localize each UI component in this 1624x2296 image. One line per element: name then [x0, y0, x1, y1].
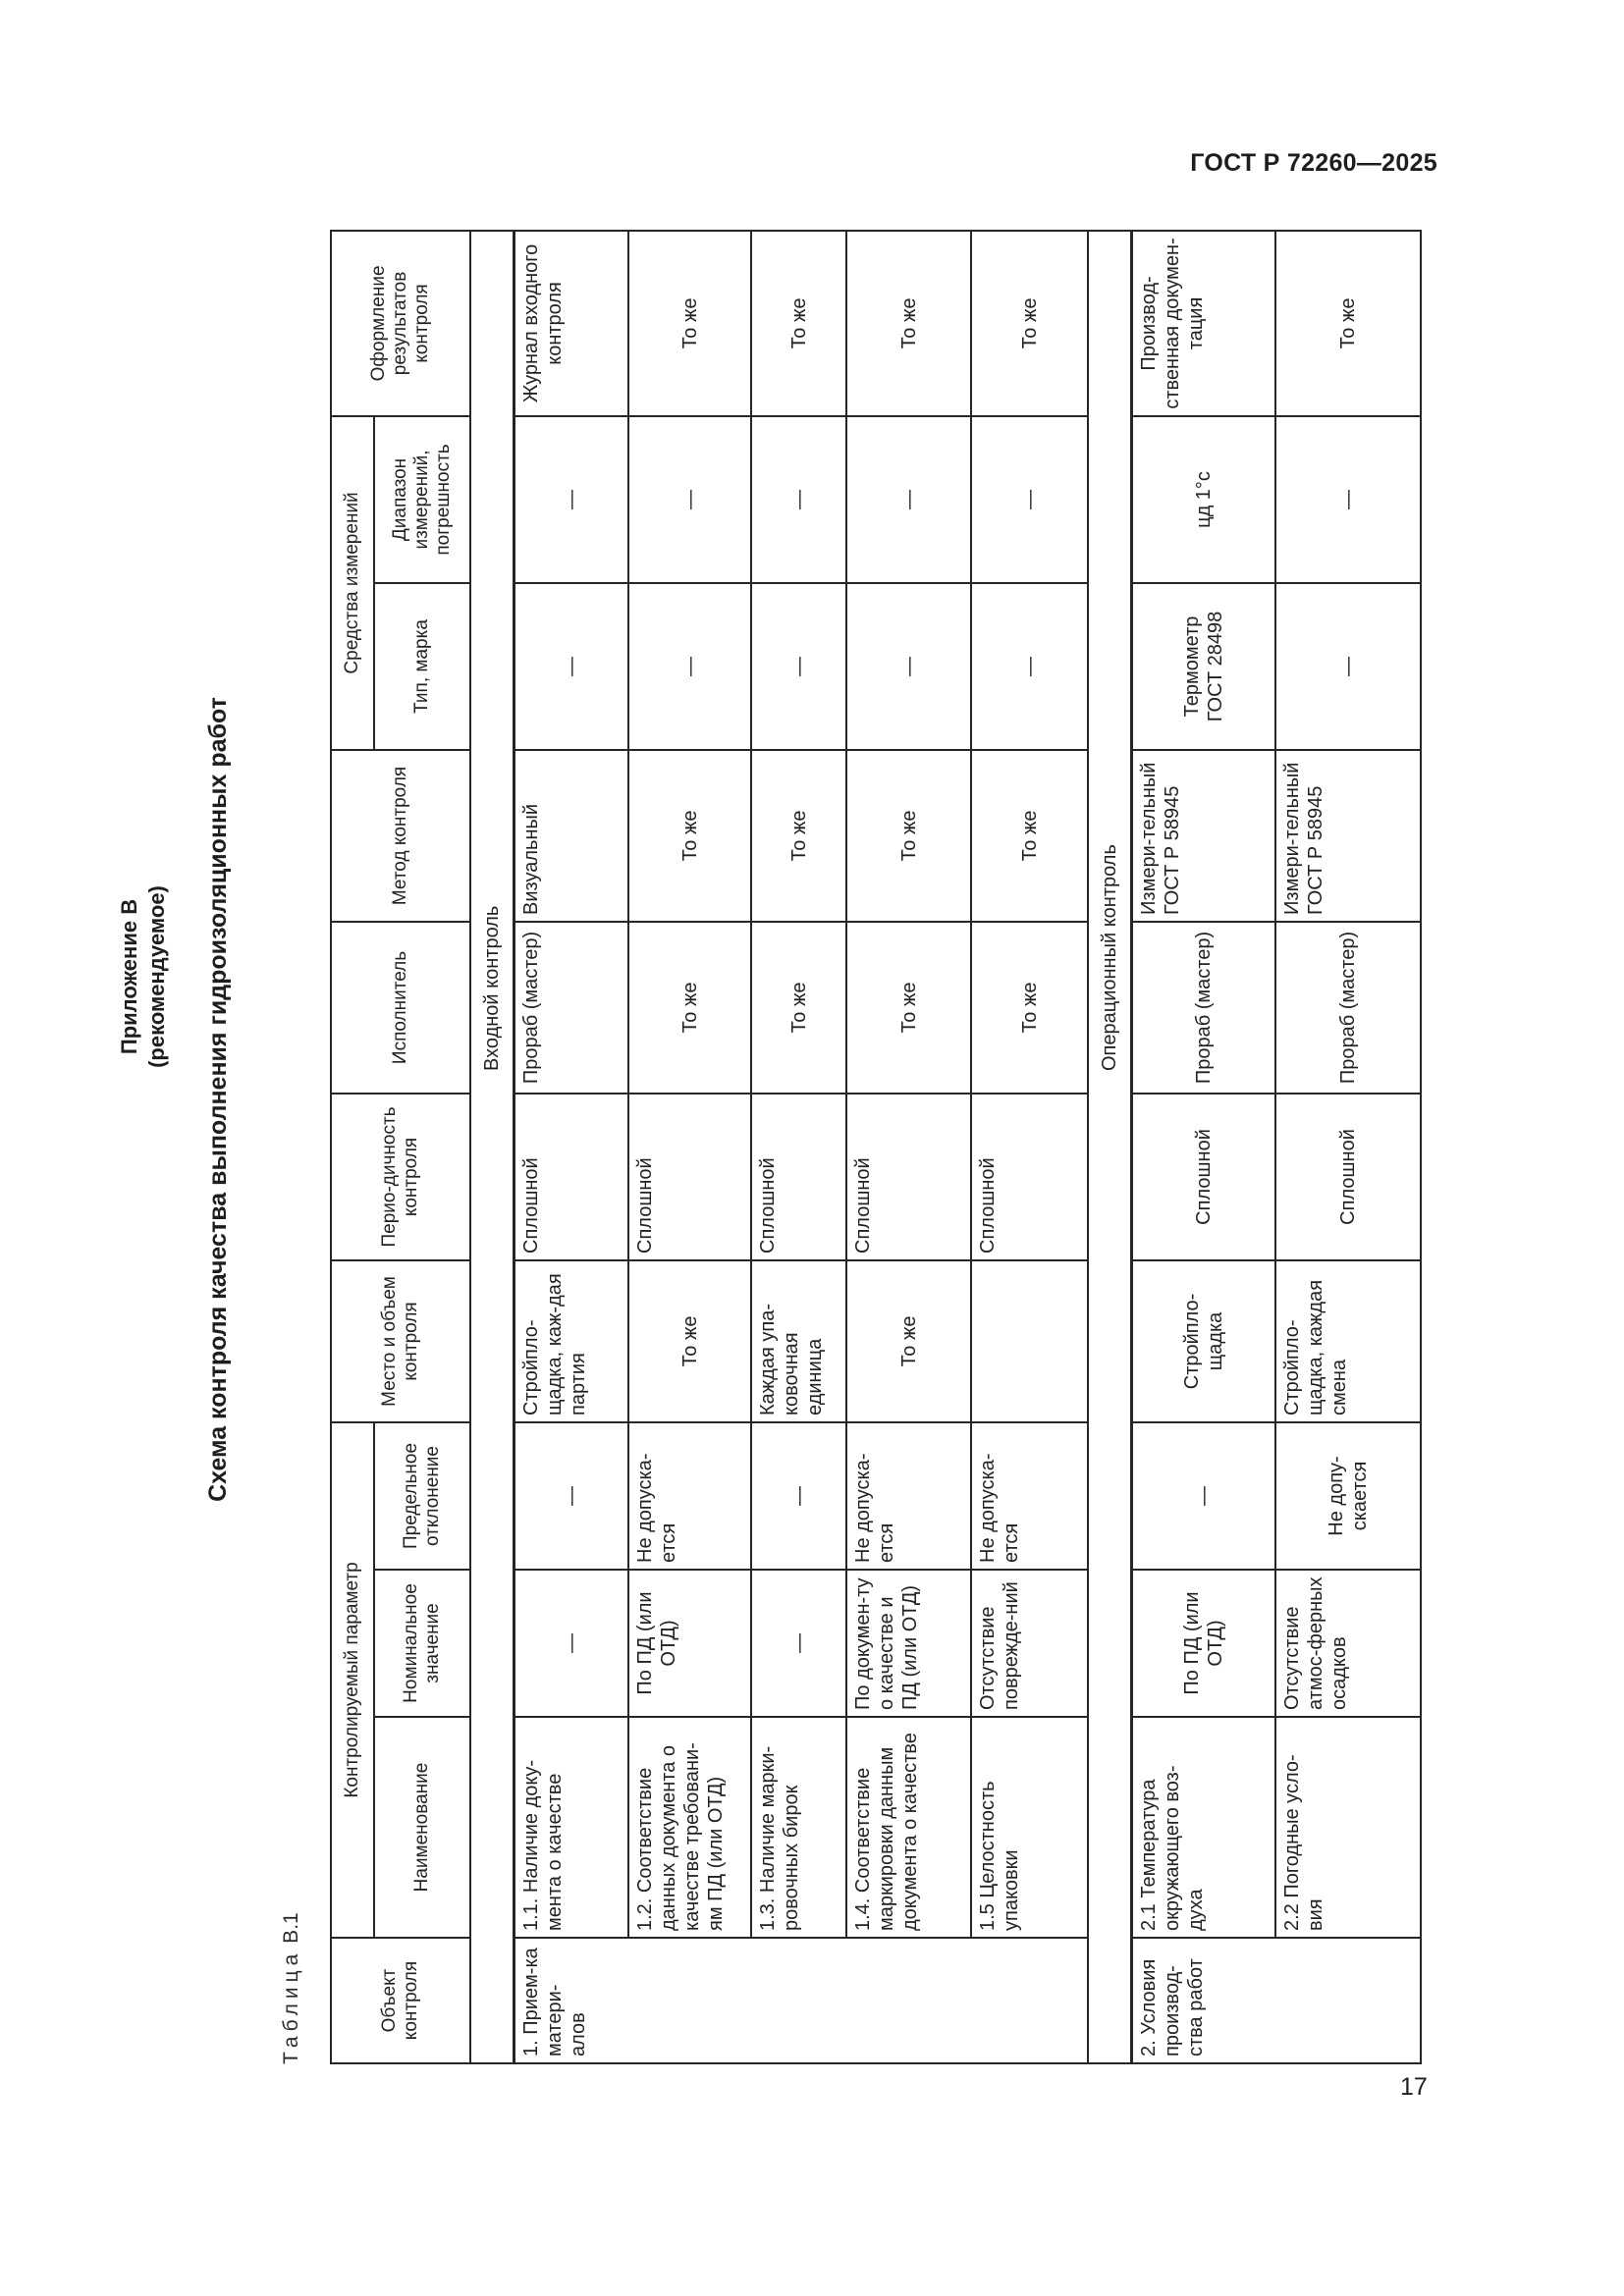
- results-cell: То же: [971, 231, 1087, 416]
- appendix-title: Приложение В: [117, 898, 141, 1055]
- place-cell: То же: [846, 1260, 971, 1422]
- place-cell: То же: [628, 1260, 751, 1422]
- type-cell: Термометр ГОСТ 28498: [1132, 583, 1275, 750]
- range-cell: —: [971, 416, 1087, 583]
- name-cell: 1.4. Соответствие маркировки данным документа о качестве: [846, 1717, 971, 1938]
- periodicity-cell: Сплошной: [846, 1094, 971, 1260]
- executor-cell: Прораб (мастер): [1275, 922, 1421, 1094]
- range-cell: —: [628, 416, 751, 583]
- place-cell: [971, 1260, 1087, 1422]
- name-cell: 1.5 Целостность упаковки: [971, 1717, 1087, 1938]
- results-cell: Производ-ственная докумен-тация: [1132, 231, 1275, 416]
- method-cell: То же: [628, 750, 751, 922]
- appendix-status: (рекомендуемое): [144, 885, 169, 1068]
- object-cell: 1. Прием-ка матери-алов: [514, 1938, 1088, 2063]
- deviation-cell: —: [514, 1422, 628, 1570]
- table-caption: [280, 1912, 303, 2064]
- table-caption-word: Таблица: [280, 1949, 302, 2064]
- periodicity-cell: Сплошной: [1132, 1094, 1275, 1260]
- nominal-cell: По докумен-ту о качестве и ПД (или ОТД): [846, 1570, 971, 1717]
- range-cell: —: [514, 416, 628, 583]
- method-cell: То же: [971, 750, 1087, 922]
- name-cell: 1.2. Соответствие данных документа о качестве требовани-ям ПД (или ОТД): [628, 1717, 751, 1938]
- type-cell: —: [628, 583, 751, 750]
- quality-control-table-container: [330, 232, 1422, 2064]
- method-cell: Измери-тельный ГОСТ Р 58945: [1132, 750, 1275, 922]
- place-cell: Стройпло-щадка, каждая смена: [1275, 1260, 1421, 1422]
- periodicity-cell: Сплошной: [1275, 1094, 1421, 1260]
- results-cell: То же: [628, 231, 751, 416]
- nominal-cell: По ПД (или ОТД): [1132, 1570, 1275, 1717]
- table-row: [1275, 231, 1421, 2063]
- range-cell: —: [751, 416, 846, 583]
- method-cell: То же: [751, 750, 846, 922]
- col-param-group: Контролируемый параметр: [331, 1422, 374, 1938]
- nominal-cell: —: [751, 1570, 846, 1717]
- range-cell: цд 1°с: [1132, 416, 1275, 583]
- deviation-cell: Не допуска-ется: [846, 1422, 971, 1570]
- nominal-cell: Отсутствие атмос-ферных осадков: [1275, 1570, 1421, 1717]
- col-name: Наименование: [374, 1717, 470, 1938]
- method-cell: То же: [846, 750, 971, 922]
- place-cell: Стройпло-щадка, каж-дая партия: [514, 1260, 628, 1422]
- results-cell: Журнал входного контроля: [514, 231, 628, 416]
- section-band-operational: [1088, 231, 1132, 2063]
- range-cell: —: [846, 416, 971, 583]
- page-number: 17: [1400, 2073, 1428, 2101]
- name-cell: 1.1. Наличие доку-мента о качестве: [514, 1717, 628, 1938]
- col-place: Место и объем контроля: [331, 1260, 470, 1422]
- method-cell: Визуальный: [514, 750, 628, 922]
- col-nominal: Номинальное значение: [374, 1570, 470, 1717]
- section-label: Операционный контроль: [1099, 844, 1121, 1071]
- col-means-group: Средства измерений: [331, 416, 374, 750]
- type-cell: —: [1275, 583, 1421, 750]
- deviation-cell: —: [1132, 1422, 1275, 1570]
- table-row: [628, 231, 751, 2063]
- col-type: Тип, марка: [374, 583, 470, 750]
- type-cell: —: [846, 583, 971, 750]
- executor-cell: Прораб (мастер): [1132, 922, 1275, 1094]
- deviation-cell: Не допуска-ется: [971, 1422, 1087, 1570]
- results-cell: То же: [751, 231, 846, 416]
- name-cell: 2.1 Температура окружающего воз-духа: [1132, 1717, 1275, 1938]
- table-row: [1132, 231, 1275, 2063]
- periodicity-cell: Сплошной: [971, 1094, 1087, 1260]
- nominal-cell: Отсутствие поврежде-ний: [971, 1570, 1087, 1717]
- document-code: ГОСТ Р 72260—2025: [1190, 149, 1437, 177]
- name-cell: 1.3. Наличие марки-ровочных бирок: [751, 1717, 846, 1938]
- table-row: [971, 231, 1087, 2063]
- type-cell: —: [514, 583, 628, 750]
- col-deviation: Предельное отклонение: [374, 1422, 470, 1570]
- quality-control-table: [330, 230, 1422, 2064]
- executor-cell: То же: [628, 922, 751, 1094]
- col-executor: Исполнитель: [331, 922, 470, 1094]
- periodicity-cell: Сплошной: [628, 1094, 751, 1260]
- place-cell: Стройпло-щадка: [1132, 1260, 1275, 1422]
- deviation-cell: —: [751, 1422, 846, 1570]
- table-row: [514, 231, 628, 2063]
- col-object: Объект контроля: [331, 1938, 470, 2063]
- section-band-incoming: [470, 231, 514, 2063]
- method-cell: Измери-тельный ГОСТ Р 58945: [1275, 750, 1421, 922]
- range-cell: —: [1275, 416, 1421, 583]
- nominal-cell: По ПД (или ОТД): [628, 1570, 751, 1717]
- col-range: Диапазон измерений, погрешность: [374, 416, 470, 583]
- appendix-heading: [116, 702, 171, 1252]
- table-row: [846, 231, 971, 2063]
- place-cell: Каждая упа-ковочная единица: [751, 1260, 846, 1422]
- executor-cell: То же: [846, 922, 971, 1094]
- name-cell: 2.2 Погодные усло-вия: [1275, 1717, 1421, 1938]
- header-row-1: [331, 231, 374, 2063]
- executor-cell: То же: [971, 922, 1087, 1094]
- type-cell: —: [751, 583, 846, 750]
- object-cell: 2. Условия производ-ства работ: [1132, 1938, 1421, 2063]
- results-cell: То же: [1275, 231, 1421, 416]
- table-caption-number: В.1: [280, 1912, 302, 1944]
- table-row: [751, 231, 846, 2063]
- col-results: Оформление результатов контроля: [331, 231, 470, 416]
- deviation-cell: Не допу-скается: [1275, 1422, 1421, 1570]
- executor-cell: Прораб (мастер): [514, 922, 628, 1094]
- section-label: Входной контроль: [481, 905, 504, 1071]
- scheme-title: Схема контроля качества выполнения гидроизоляционных работ: [204, 697, 232, 1502]
- executor-cell: То же: [751, 922, 846, 1094]
- periodicity-cell: Сплошной: [514, 1094, 628, 1260]
- results-cell: То же: [846, 231, 971, 416]
- nominal-cell: —: [514, 1570, 628, 1717]
- periodicity-cell: Сплошной: [751, 1094, 846, 1260]
- col-method: Метод контроля: [331, 750, 470, 922]
- deviation-cell: Не допуска-ется: [628, 1422, 751, 1570]
- type-cell: —: [971, 583, 1087, 750]
- col-periodicity: Перио-дичность контроля: [331, 1094, 470, 1260]
